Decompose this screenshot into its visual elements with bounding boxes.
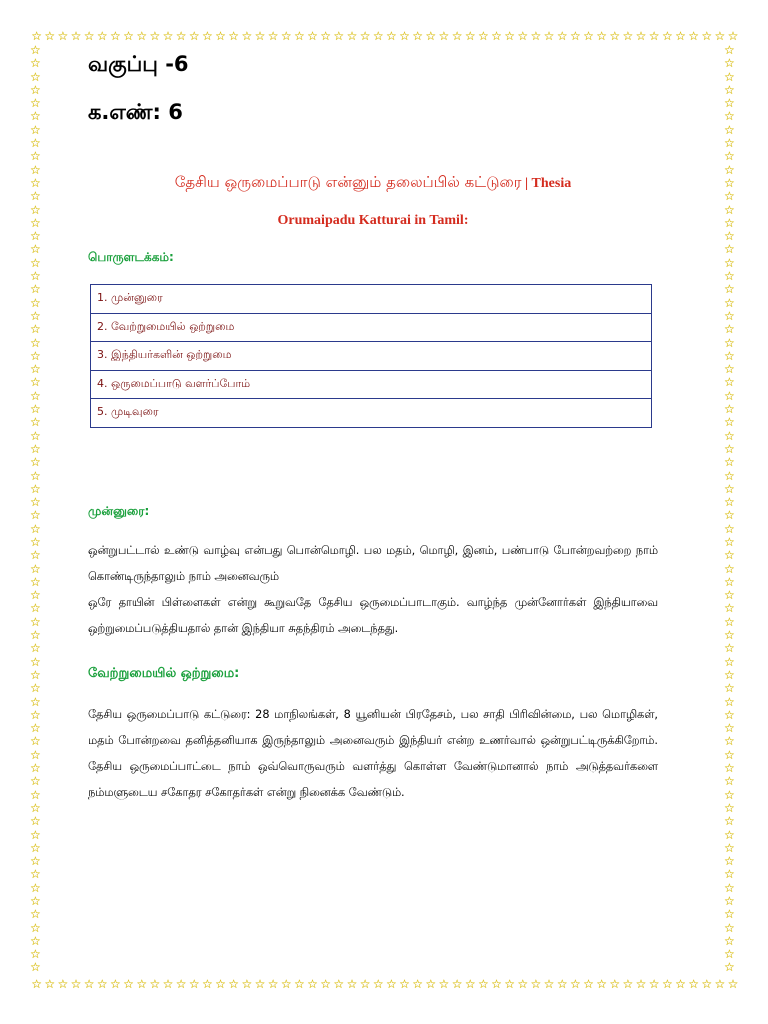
intro-paragraph-1: ஒன்றுபட்டால் உண்டு வாழ்வு என்பது பொன்மொழி. பல மதம், மொழி, இனம், பண்பாடு போன்றவற்றை நாம் கொண்டிருந்தாலும் நாம் அனைவரும் xyxy=(88,544,658,583)
star-border-right: ☆ ☆ ☆ ☆ ☆ ☆ ☆ ☆ ☆ ☆ ☆ ☆ ☆ ☆ ☆ ☆ ☆ ☆ ☆ ☆ ☆ ☆ ☆ ☆ ☆ ☆ ☆ ☆ ☆ ☆ ☆ ☆ ☆ ☆ ☆ ☆ ☆ ☆ ☆ ☆ ☆ ☆ ☆ ☆ ☆ ☆ ☆ ☆ ☆ ☆ ☆ ☆ ☆ ☆ ☆ ☆ ☆ ☆ ☆ ☆ ☆ ☆ ☆ ☆ ☆ ☆ ☆ ☆ ☆ ☆ xyxy=(724,44,735,975)
table-row xyxy=(91,399,652,428)
essay-number: க.எண்: 6 xyxy=(88,100,183,124)
toc-heading: பொருளடக்கம்: xyxy=(88,250,174,264)
essay-title xyxy=(88,164,658,239)
toc-table xyxy=(90,284,652,428)
toc-item[interactable]: 2. வேற்றுமையில் ஒற்றுமை xyxy=(91,313,652,342)
star-border-top: ☆ ☆ ☆ ☆ ☆ ☆ ☆ ☆ ☆ ☆ ☆ ☆ ☆ ☆ ☆ ☆ ☆ ☆ ☆ ☆ ☆ ☆ ☆ ☆ ☆ ☆ ☆ ☆ ☆ ☆ ☆ ☆ ☆ ☆ ☆ ☆ ☆ ☆ ☆ ☆ ☆ ☆ ☆ ☆ ☆ ☆ ☆ ☆ ☆ ☆ ☆ ☆ ☆ ☆ xyxy=(31,30,739,43)
table-row xyxy=(91,370,652,399)
title-tamil: தேசிய ஒருமைப்பாடு என்னும் தலைப்பில் கட்டுரை xyxy=(174,173,522,191)
intro-heading: முன்னுரை: xyxy=(88,504,150,518)
table-row xyxy=(91,313,652,342)
title-separator: | xyxy=(521,176,532,191)
toc-item[interactable]: 1. முன்னுரை xyxy=(91,285,652,314)
diversity-paragraph: தேசிய ஒருமைப்பாடு கட்டுரை: 28 மாநிலங்கள், 8 யூனியன் பிரதேசம், பல சாதி பிரிவின்மை, பல மொழிகள், மதம் போன்றவை தனித்தனியாக இருந்தாலும் அனைவரும் இந்தியர் என்ற உணர்வால் ஒன்றுபட்டிருக்கிறோம். தேசிய ஒருமைப்பாட்டை நாம் ஒவ்வொருவரும் வளர்த்து கொள்ள வேண்டுமானால் நாம் அடுத்தவர்களை நம்மளுடைய சகோதர சகோதர்கள் என்று நினைக்க வேண்டும். xyxy=(88,708,658,799)
intro-paragraph-2: ஒரே தாயின் பிள்ளைகள் என்று கூறுவதே தேசிய ஒருமைப்பாடாகும். வாழ்ந்த முன்னோர்கள் இந்தியாவை ஒற்றுமைப்படுத்தியதால் தான் இந்தியா சுதந்திரம் அடைந்தது. xyxy=(88,596,658,635)
star-border-bottom: ☆ ☆ ☆ ☆ ☆ ☆ ☆ ☆ ☆ ☆ ☆ ☆ ☆ ☆ ☆ ☆ ☆ ☆ ☆ ☆ ☆ ☆ ☆ ☆ ☆ ☆ ☆ ☆ ☆ ☆ ☆ ☆ ☆ ☆ ☆ ☆ ☆ ☆ ☆ ☆ ☆ ☆ ☆ ☆ ☆ ☆ ☆ ☆ ☆ ☆ ☆ ☆ ☆ ☆ xyxy=(31,978,739,991)
toc-item[interactable]: 4. ஒருமைப்பாடு வளர்ப்போம் xyxy=(91,370,652,399)
table-row xyxy=(91,285,652,314)
toc-item[interactable]: 5. முடிவுரை xyxy=(91,399,652,428)
table-row xyxy=(91,342,652,371)
star-border-left: ☆ ☆ ☆ ☆ ☆ ☆ ☆ ☆ ☆ ☆ ☆ ☆ ☆ ☆ ☆ ☆ ☆ ☆ ☆ ☆ ☆ ☆ ☆ ☆ ☆ ☆ ☆ ☆ ☆ ☆ ☆ ☆ ☆ ☆ ☆ ☆ ☆ ☆ ☆ ☆ ☆ ☆ ☆ ☆ ☆ ☆ ☆ ☆ ☆ ☆ ☆ ☆ ☆ ☆ ☆ ☆ ☆ ☆ ☆ ☆ ☆ ☆ ☆ ☆ ☆ ☆ ☆ ☆ ☆ ☆ xyxy=(30,44,41,975)
title-english-part1: Thesia xyxy=(531,176,572,191)
toc-item[interactable]: 3. இந்தியர்களின் ஒற்றுமை xyxy=(91,342,652,371)
title-english-part2: Orumaipadu Katturai in Tamil: xyxy=(277,213,469,228)
class-label: வகுப்பு -6 xyxy=(88,52,189,76)
diversity-heading: வேற்றுமையில் ஒற்றுமை: xyxy=(88,666,240,681)
